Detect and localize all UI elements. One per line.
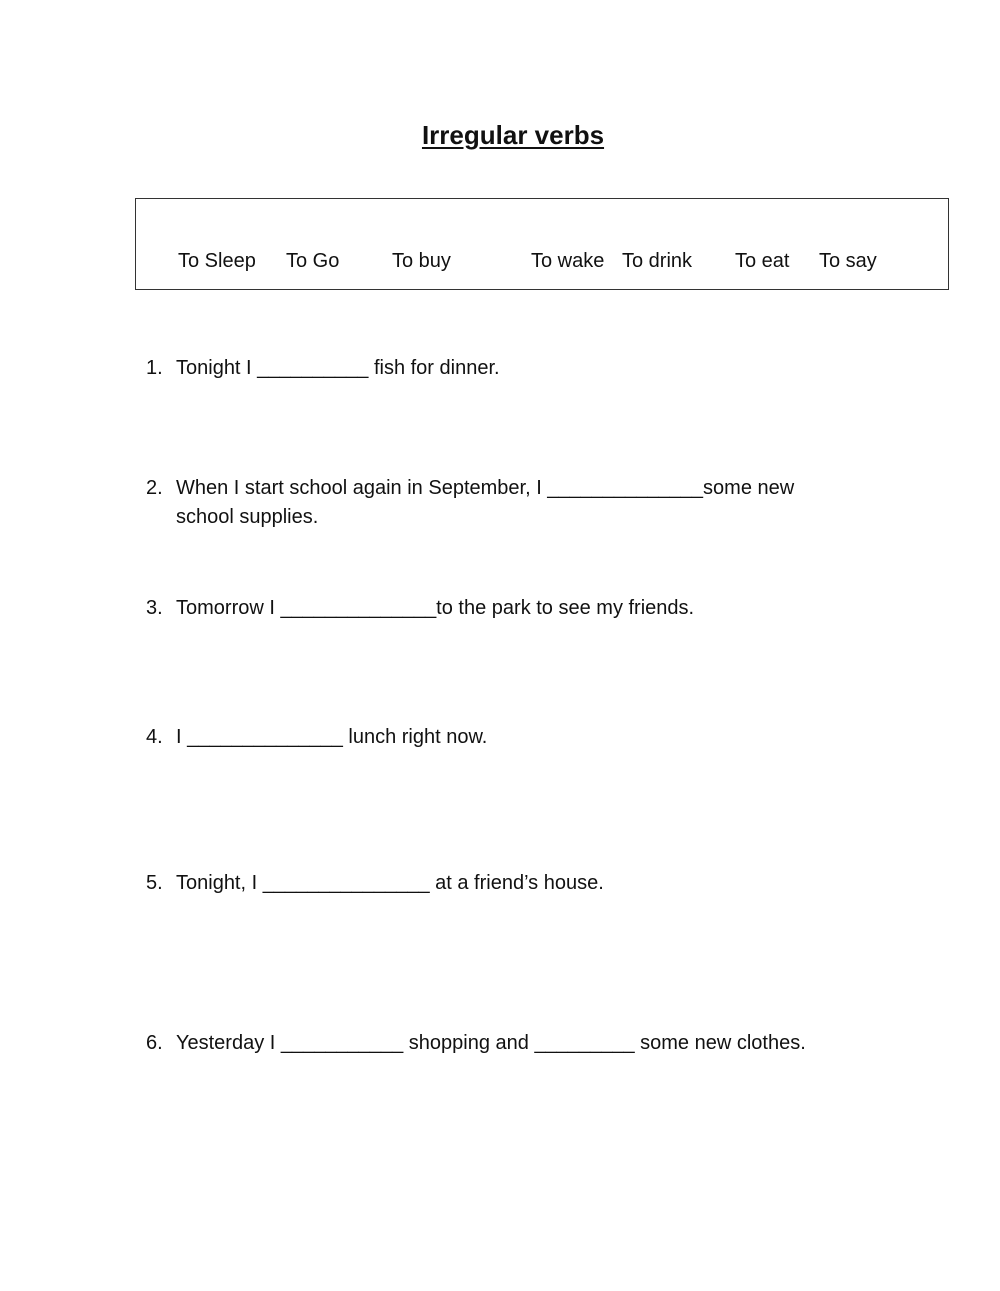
question-text-line: school supplies. (176, 506, 319, 528)
word-bank-box (135, 198, 949, 290)
word-bank-item: To say (819, 250, 877, 272)
question-text: I ______________ lunch right now. (176, 726, 488, 748)
question-text (176, 474, 794, 532)
word-bank-item: To Sleep (178, 250, 256, 272)
word-bank-item: To wake (531, 250, 605, 272)
question-number: 5. (146, 872, 163, 894)
question-text: Tonight, I _______________ at a friend’s house. (176, 872, 604, 894)
question-number: 3. (146, 597, 163, 619)
question-number: 1. (146, 357, 163, 379)
word-bank-item: To eat (735, 250, 790, 272)
word-bank-item: To buy (392, 250, 451, 272)
word-bank-item: To Go (286, 250, 340, 272)
page-title: Irregular verbs (421, 120, 605, 150)
question-text: Tomorrow I ______________to the park to see my friends. (176, 597, 695, 619)
question-text-line: When I start school again in September, I ______________some new (176, 477, 795, 499)
question-text: Tonight I __________ fish for dinner. (176, 357, 500, 379)
word-bank-item: To drink (622, 250, 693, 272)
question-number: 6. (146, 1032, 163, 1054)
question-text: Yesterday I ___________ shopping and _________ some new clothes. (176, 1032, 806, 1054)
question-number: 2. (146, 477, 163, 499)
question-number: 4. (146, 726, 163, 748)
